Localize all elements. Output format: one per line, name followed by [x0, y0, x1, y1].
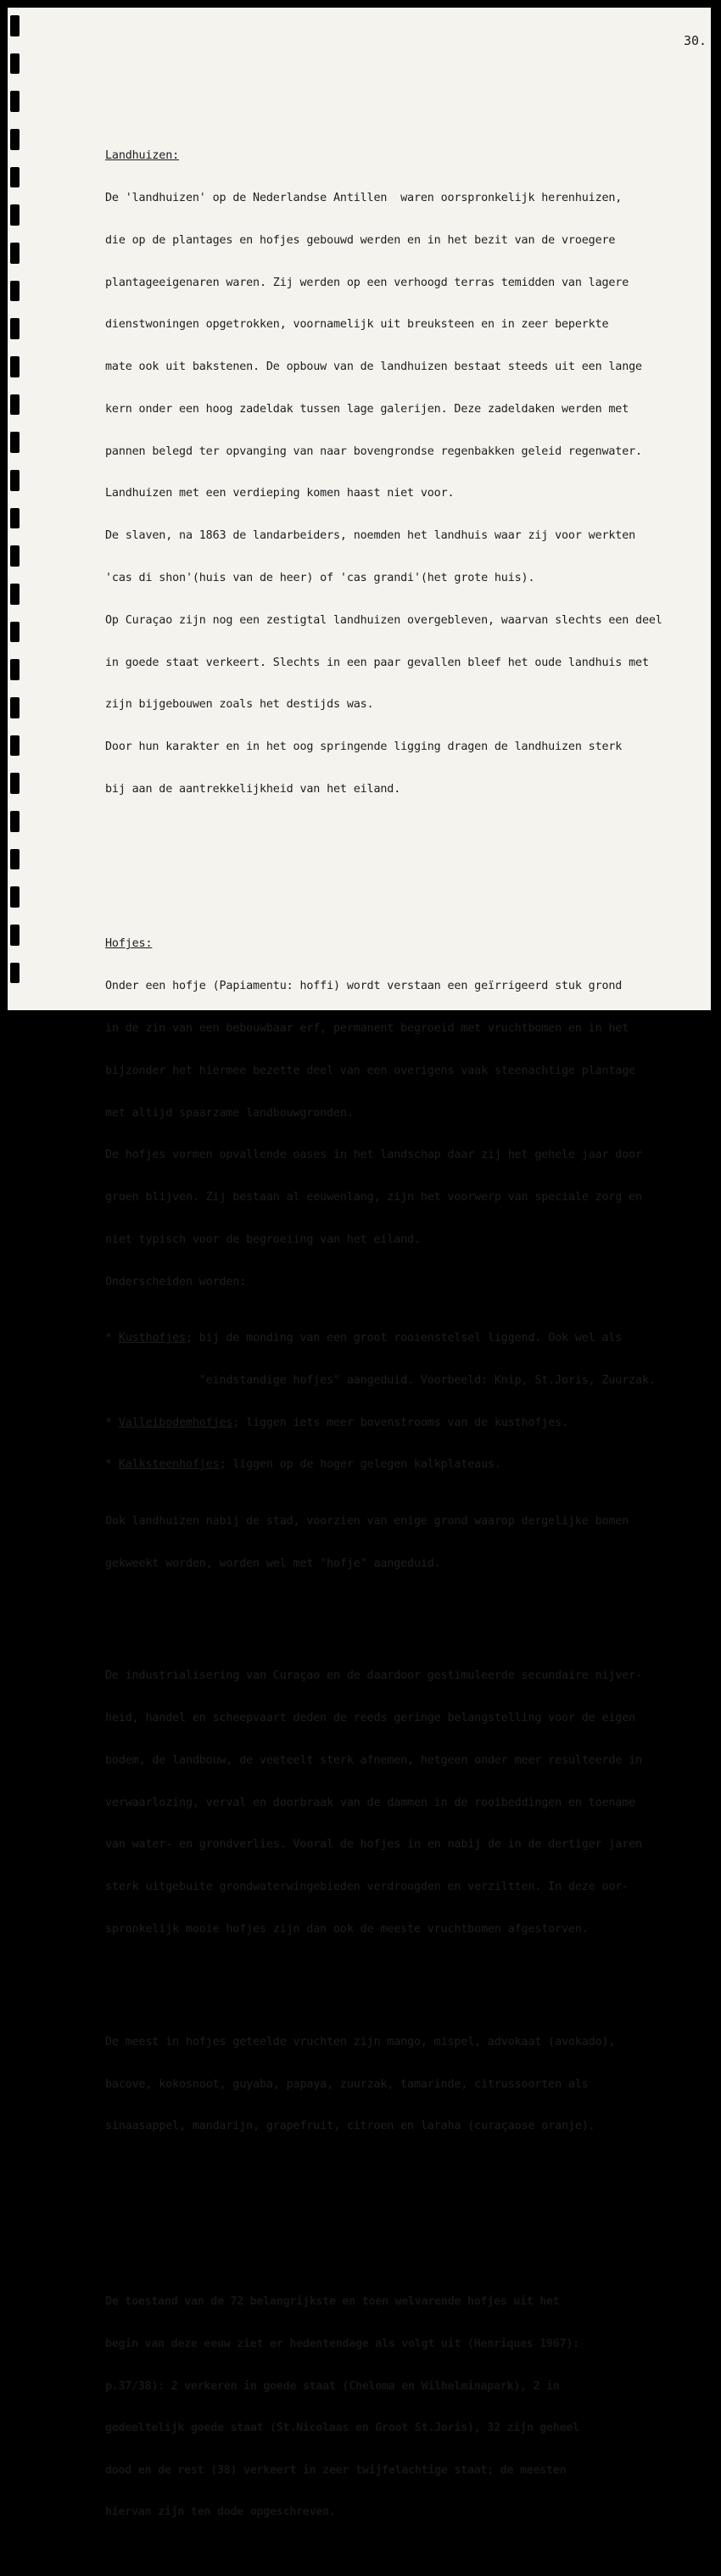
- binder-hole: [10, 584, 20, 605]
- binder-hole: [10, 508, 20, 528]
- text-line: dienstwoningen opgetrokken, voornamelijk uit breuksteen en in zeer beperkte: [105, 318, 609, 332]
- binder-hole: [10, 659, 20, 680]
- binder-hole: [10, 622, 20, 642]
- text-line: Op Curaçao zijn nog een zestigtal landhuizen overgebleven, waarvan slechts een deel: [105, 613, 662, 627]
- text-line: De meest in hofjes geteelde vruchten zijn mango, mispel, advokaat (avokado),: [105, 2035, 616, 2048]
- binder-hole: [10, 925, 20, 946]
- text-line: Ook landhuizen nabij de stad, voorzien van enige grond waarop dergelijke bomen: [105, 1514, 629, 1528]
- text-line: sterk uitgebuite grondwaterwingebieden verdroogden en verziltten. In deze oor-: [105, 1880, 629, 1894]
- binder-hole: [10, 697, 20, 718]
- text-line: begin van deze eeuw ziet er hedentendage als volgt uit (Henriques 1967):: [105, 2338, 579, 2351]
- binder-hole: [10, 15, 20, 36]
- text-line: p.37/38): 2 verkeren in goede staat (Cheloma en Wilhelminapark), 2 in: [105, 2379, 560, 2393]
- text-line: sinaasappel, mandarijn, grapefruit, citroen en laraha (curaçaose oranje).: [105, 2120, 595, 2133]
- text-line: in goede staat verkeert. Slechts in een paar gevallen bleef het oude landhuis met: [105, 656, 649, 669]
- term-kusthofjes: Kusthofjes: [118, 1332, 186, 1345]
- binder-hole: [10, 545, 20, 567]
- list-item-valleibodemhofjes: [105, 1417, 709, 1431]
- text-line: van water- en grondverlies. Vooral de hofjes in en nabij de in de dertiger jaren: [105, 1838, 642, 1852]
- text-line: Door hun karakter en in het oog springende ligging dragen de landhuizen sterk: [105, 740, 623, 754]
- text-line: met altijd spaarzame landbouwgronden.: [105, 1106, 354, 1120]
- binder-hole: [10, 167, 20, 187]
- text-line: De hofjes vormen opvallende oases in het landschap daar zij het gehele jaar door: [105, 1148, 642, 1162]
- binder-hole: [10, 91, 20, 112]
- list-item-continuation: "eindstandige hofjes" aangeduid. Voorbeeld: Knip, St.Joris, Zuurzak.: [105, 1373, 656, 1387]
- term-description: ; bij de monding van een groot rooienstelsel liggend. Ook wel als: [185, 1332, 623, 1345]
- text-line: gekweekt worden, worden wel met "hofje" aangeduid.: [105, 1556, 441, 1570]
- text-line: 'cas di shon'(huis van de heer) of 'cas grandi'(het grote huis).: [105, 572, 535, 584]
- text-line: De slaven, na 1863 de landarbeiders, noemden het landhuis waar zij voor werkten: [105, 529, 636, 543]
- binder-hole: [10, 53, 20, 74]
- section-heading-landhuizen: Landhuizen:: [105, 149, 180, 163]
- binder-hole: [10, 394, 20, 415]
- text-line: De industrialisering van Curaçao en de daardoor gestimuleerde secundaire nijver-: [105, 1669, 642, 1683]
- typed-text: [105, 121, 709, 2576]
- bullet: *: [105, 1332, 119, 1345]
- list-item-kusthofjes: [105, 1332, 709, 1346]
- binder-hole: [10, 356, 20, 377]
- text-line: verwaarlozing, verval en doorbraak van de dammen in de rooibeddingen en toename: [105, 1796, 636, 1809]
- page-number: 30.: [684, 33, 707, 48]
- text-line: hiervan zijn ten dode opgeschreven.: [105, 2506, 336, 2519]
- binder-hole: [10, 849, 20, 869]
- binder-hole: [10, 773, 20, 794]
- text-line: mate ook uit bakstenen. De opbouw van de landhuizen bestaat steeds uit een lange: [105, 360, 642, 374]
- term-description: ; liggen iets meer bovenstrooms van de kusthofjes.: [232, 1416, 568, 1429]
- text-line: Landhuizen met een verdieping komen haast niet voor.: [105, 487, 455, 500]
- text-line: dood en de rest (38) verkeert in zeer twijfelachtige staat; de meesten: [105, 2463, 567, 2477]
- text-line: Onderscheiden worden:: [105, 1275, 247, 1288]
- text-line: zijn bijgebouwen zoals het destijds was.: [105, 698, 374, 712]
- text-line: Onder een hofje (Papiamentu: hoffi) wordt verstaan een geïrrigeerd stuk grond: [105, 980, 623, 993]
- binder-hole: [10, 470, 20, 491]
- binder-hole: [10, 129, 20, 150]
- binder-hole: [10, 204, 20, 226]
- binder-hole: [10, 963, 20, 983]
- binder-hole: [10, 243, 20, 264]
- term-valleibodemhofjes: Valleibodemhofjes: [118, 1416, 233, 1429]
- bullet: *: [105, 1416, 119, 1429]
- binder-hole: [10, 318, 20, 339]
- text-line: bijzonder het hiermee bezette deel van een overigens vaak steenachtige plantage: [105, 1064, 636, 1077]
- text-line: heid, handel en scheepvaart deden de reeds geringe belangstelling voor de eigen: [105, 1712, 636, 1725]
- list-item-kalksteenhofjes: [105, 1458, 709, 1472]
- binder-hole: [10, 811, 20, 832]
- binder-hole: [10, 735, 20, 756]
- section-heading-hofjes: Hofjes:: [105, 937, 153, 951]
- term-description: ; liggen op de hoger gelegen kalkplateaus.: [219, 1458, 501, 1472]
- text-line: bacove, kokosnoot, guyaba, papaya, zuurzak, tamarinde, citrussoorten als: [105, 2077, 589, 2091]
- text-line: groen blijven. Zij bestaan al eeuwenlang, zijn het voorwerp van speciale zorg en: [105, 1191, 642, 1204]
- text-line: De toestand van de 72 belangrijkste en toen welvarende hofjes uit het: [105, 2295, 560, 2309]
- term-kalksteenhofjes: Kalksteenhofjes: [118, 1458, 220, 1472]
- bullet: *: [105, 1458, 119, 1472]
- text-line: in de zin van een bebouwbaar erf, permanent begroeid met vruchtbomen en in het: [105, 1022, 629, 1035]
- binder-hole: [10, 886, 20, 908]
- text-line: plantageeigenaren waren. Zij werden op een verhoogd terras temidden van lagere: [105, 276, 629, 289]
- binder-hole: [10, 432, 20, 453]
- text-line: kern onder een hoog zadeldak tussen lage galerijen. Deze zadeldaken werden met: [105, 402, 629, 416]
- text-line: bij aan de aantrekkelijkheid van het eiland.: [105, 782, 401, 796]
- text-line: bodem, de landbouw, de veeteelt sterk afnemen, hetgeen onder meer resulteerde in: [105, 1753, 642, 1767]
- binder-hole: [10, 281, 20, 301]
- text-line: De 'landhuizen' op de Nederlandse Antillen waren oorspronkelijk herenhuizen,: [105, 191, 623, 204]
- text-line: spronkelijk mooie hofjes zijn dan ook de meeste vruchtbomen afgestorven.: [105, 1923, 589, 1936]
- document-page: [8, 8, 711, 2519]
- toestand-paragraph: [105, 2267, 709, 2548]
- text-line: die op de plantages en hofjes gebouwd werden en in het bezit van de vroegere: [105, 233, 616, 247]
- text-line: pannen belegd ter opvanging van naar bovengrondse regenbakken geleid regenwater.: [105, 444, 642, 458]
- text-line: gedeeltelijk goede staat (St.Nicolaas en Groot St.Joris), 32 zijn geheel: [105, 2422, 579, 2435]
- text-line: niet typisch voor de begroeiing van het eiland.: [105, 1232, 421, 1246]
